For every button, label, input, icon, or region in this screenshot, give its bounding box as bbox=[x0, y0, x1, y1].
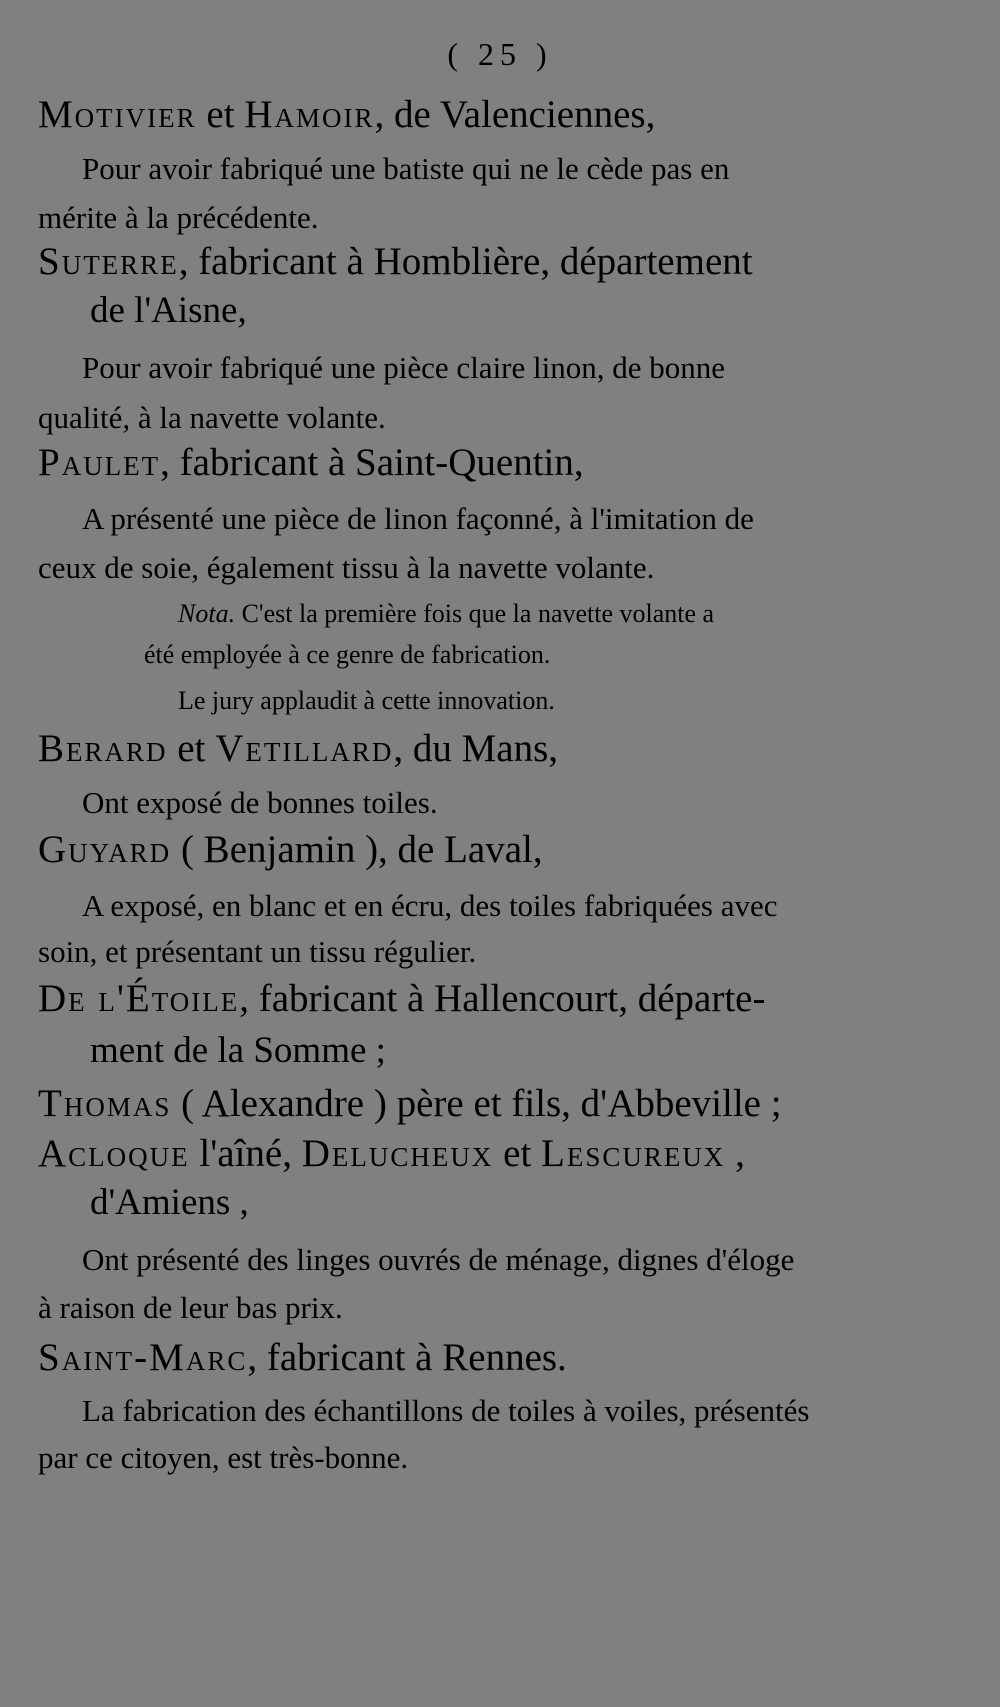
entry-name: Suterre bbox=[38, 240, 179, 283]
entry-text: soin, et présentant un tissu régulier. bbox=[38, 934, 477, 969]
entry-name: Acloque bbox=[38, 1132, 190, 1175]
entry-name: Guyard bbox=[38, 828, 172, 871]
entry-heading-continuation: de l'Aisne, bbox=[90, 290, 247, 331]
entry-name: De l'Étoile bbox=[38, 977, 240, 1020]
entry-name: Saint-Marc bbox=[38, 1336, 248, 1379]
entry-name: Thomas bbox=[38, 1082, 172, 1125]
entry-location: , fabricant à Homblière, département bbox=[178, 240, 753, 283]
entry-text: mérite à la précédente. bbox=[38, 200, 319, 235]
entry-conjunction: et bbox=[167, 727, 216, 770]
entry-heading bbox=[38, 1131, 745, 1176]
entry-location: , fabricant à Saint-Quentin, bbox=[160, 441, 584, 484]
entry-text: Ont exposé de bonnes toiles. bbox=[82, 785, 438, 820]
entry-name: Berard bbox=[38, 727, 168, 770]
entry-text: par ce citoyen, est très-bonne. bbox=[38, 1440, 409, 1475]
entry-name: Lescureux bbox=[541, 1132, 726, 1175]
entry-name: Motivier bbox=[38, 93, 197, 136]
entry-location: l'aîné, bbox=[189, 1132, 302, 1175]
entry-location: , du Mans, bbox=[393, 727, 558, 770]
entry-text: La fabrication des échantillons de toiles à voiles, présentés bbox=[82, 1393, 810, 1428]
entry-conjunction: et bbox=[493, 1132, 542, 1175]
nota-text: C'est la première fois que la navette volante a bbox=[235, 599, 715, 628]
entry-text: qualité, à la navette volante. bbox=[38, 400, 386, 435]
entry-heading-continuation: ment de la Somme ; bbox=[90, 1030, 386, 1071]
nota-line: Le jury applaudit à cette innovation. bbox=[178, 686, 555, 715]
entry-location: , de Valenciennes, bbox=[374, 93, 656, 136]
entry-location: , fabricant à Rennes. bbox=[247, 1336, 567, 1379]
entry-name: Paulet bbox=[38, 441, 161, 484]
entry-text: A présenté une pièce de linon façonné, à l'imitation de bbox=[82, 501, 754, 536]
entry-heading bbox=[38, 827, 543, 872]
entry-text: Pour avoir fabriqué une pièce claire linon, de bonne bbox=[82, 350, 726, 385]
entry-name: Hamoir bbox=[244, 93, 375, 136]
nota-line bbox=[178, 599, 714, 629]
entry-text: ceux de soie, également tissu à la navette volante. bbox=[38, 550, 655, 585]
entry-heading-continuation: d'Amiens , bbox=[90, 1182, 249, 1223]
entry-heading bbox=[38, 1335, 567, 1380]
entry-heading bbox=[38, 239, 753, 284]
entry-text: A exposé, en blanc et en écru, des toiles fabriquées avec bbox=[82, 888, 778, 923]
entry-heading bbox=[38, 976, 765, 1021]
entry-punctuation: , bbox=[725, 1132, 745, 1175]
entry-heading bbox=[38, 92, 655, 137]
nota-label: Nota. bbox=[178, 599, 236, 628]
entry-text: Pour avoir fabriqué une batiste qui ne le cède pas en bbox=[82, 151, 730, 186]
entry-conjunction: et bbox=[196, 93, 245, 136]
entry-name: Vetillard bbox=[215, 727, 394, 770]
page-number: ( 25 ) bbox=[447, 36, 553, 72]
entry-heading bbox=[38, 440, 584, 485]
entry-location: ( Alexandre ) père et fils, d'Abbeville ; bbox=[171, 1082, 782, 1125]
nota-line: été employée à ce genre de fabrication. bbox=[144, 640, 551, 669]
entry-text: Ont présenté des linges ouvrés de ménage, dignes d'éloge bbox=[82, 1242, 795, 1277]
entry-heading bbox=[38, 1081, 782, 1126]
entry-location: , fabricant à Hallencourt, départe- bbox=[239, 977, 766, 1020]
entry-name: Delucheux bbox=[301, 1132, 494, 1175]
entry-text: à raison de leur bas prix. bbox=[38, 1290, 343, 1325]
entry-heading bbox=[38, 726, 558, 771]
entry-location: ( Benjamin ), de Laval, bbox=[171, 828, 543, 871]
